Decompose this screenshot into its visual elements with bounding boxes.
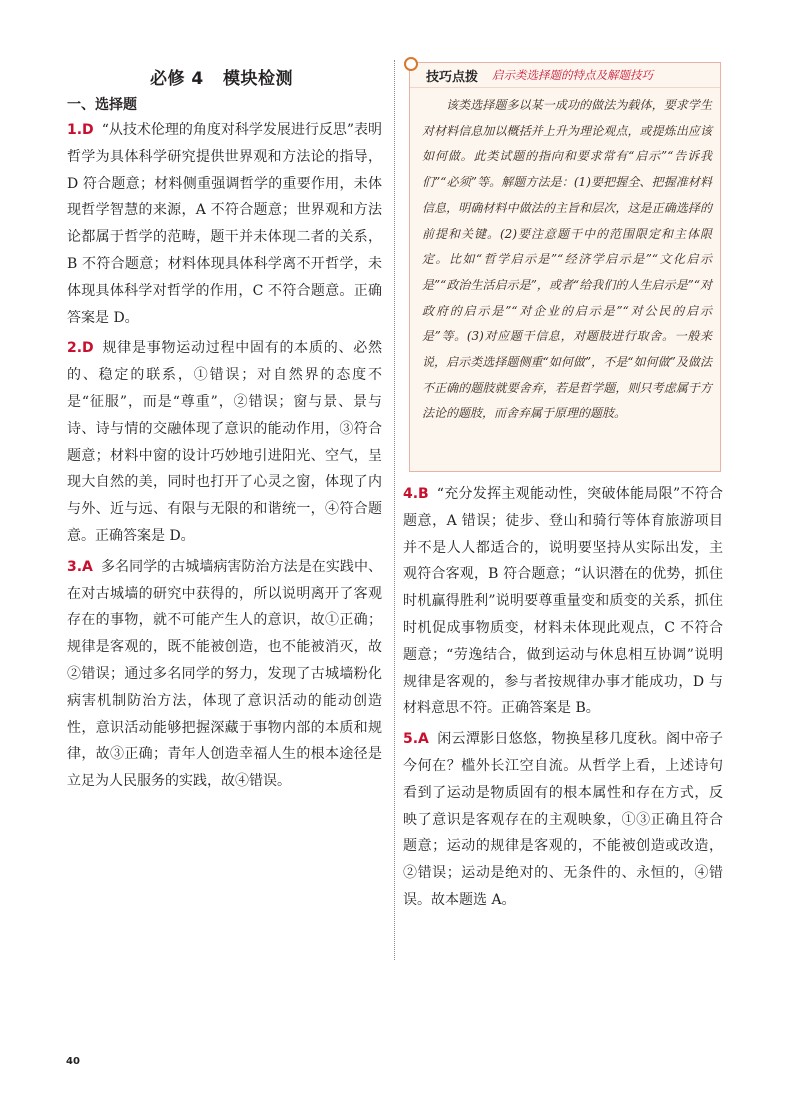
question-4 xyxy=(403,481,723,722)
question-5 xyxy=(403,726,723,914)
explanation-2: 规律是事物运动过程中固有的本质的、必然的、稳定的联系，①错误；对自然界的态度不是“征服”，而是“尊重”，②错误；窗与景、景与诗、诗与情的交融体现了意识的能动作用，③符合题意；材料中窗的设计巧妙地引进阳光、空气，呈现大自然的美，同时也打开了心灵之窗，体现了内与外、近与远、有限与无限的和谐统一，④符合题意。正确答案是 D。 xyxy=(67,340,382,544)
left-column xyxy=(67,117,382,795)
tip-body: 该类选择题多以某一成功的做法为载体，要求学生对材料信息加以概括并上升为理论观点，或提炼出应该如何做。此类试题的指向和要求常有“启示”“告诉我们”“必须”等。解题方法是：(1)要把握全、把握准材料信息，明确材料中做法的主旨和层次，这是正确选择的前提和关键。(2)要注意题干中的范围限定和主体限定。比如“哲学启示是”“经济学启示是”“文化启示是”“政治生活启示是”，或者“给我们的人生启示是”“对政府的启示是”“对企业的启示是”“对公民的启示是”等。(3)对应题干信息，对题肢进行取舍。一般来说，启示类选择题侧重“如何做”，不是“如何做”及做法不正确的题肢就要舍弃，若是哲学题，则只考虑属于方法论的题肢，而舍弃属于原理的题肢。 xyxy=(422,98,712,421)
answer-key-1: 1.D xyxy=(67,122,94,138)
explanation-3: 多名同学的古城墙病害防治方法是在实践中、在对古城墙的研究中获得的，所以说明离开了客观存在的事物，就不可能产生人的意识，故①正确；规律是客观的，既不能被创造，也不能被消灭，故②错误；通过多名同学的努力，发现了古城墙粉化病害机制防治方法，体现了意识活动的能动创造性，意识活动能够把握深藏于事物内部的本质和规律，故③正确；青年人创造幸福人生的根本途径是立足为人民服务的实践，故④错误。 xyxy=(67,558,382,790)
answer-key-3: 3.A xyxy=(67,558,93,575)
section-heading: 一、选择题 xyxy=(67,97,137,113)
right-column xyxy=(403,481,723,914)
tip-box xyxy=(409,62,721,472)
answer-key-5: 5.A xyxy=(403,731,429,748)
question-1 xyxy=(67,117,382,331)
page-number: 40 xyxy=(66,1056,80,1067)
explanation-5: 闲云潭影日悠悠，物换星移几度秋。阁中帝子今何在？槛外长江空自流。从哲学上看，上述诗句看到了运动是物质固有的根本属性和存在方式，反映了意识是客观存在的主观映象，①③正确且符合题意；运动的规律是客观的，不能被创造或改造，②错误；运动是绝对的、无条件的、永恒的，④错误。故本题选 A。 xyxy=(403,731,723,908)
column-divider xyxy=(394,60,395,960)
page-title: 必修 4 模块检测 xyxy=(150,69,294,89)
tip-header xyxy=(410,63,720,88)
tip-label: 技巧点拨 xyxy=(426,69,479,85)
explanation-4: “充分发挥主观能动性，突破体能局限”不符合题意，A 错误；徒步、登山和骑行等体育旅游项目并不是人人都适合的，说明要坚持从实际出发，主观符合客观，B 符合题意；“认识潜在的优势，抓住时机赢得胜利”说明要尊重量变和质变的关系，抓住时机促成事物质变，材料未体现此观点，C 不符合题意；“劳逸结合，做到运动与休息相互协调”说明规律是客观的，参与者按规律办事才能成功，D 与材料意思不符。正确答案是 B。 xyxy=(403,486,723,717)
answer-key-2: 2.D xyxy=(67,340,94,357)
tip-topic: 启示类选择题的特点及解题技巧 xyxy=(492,68,654,82)
question-3 xyxy=(67,554,382,795)
explanation-1: “从技术伦理的角度对科学发展进行反思”表明哲学为具体科学研究提供世界观和方法论的指导，D 符合题意；材料侧重强调哲学的重要作用，未体现哲学智慧的来源，A 不符合题意；世界观和方法论都属于哲学的范畴，题干并未体现二者的关系，B 不符合题意；材料体现具体科学离不开哲学，未体现具体科学对哲学的作用，C 不符合题意。正确答案是 D。 xyxy=(67,122,383,326)
question-2 xyxy=(67,335,382,549)
answer-key-4: 4.B xyxy=(403,486,429,502)
